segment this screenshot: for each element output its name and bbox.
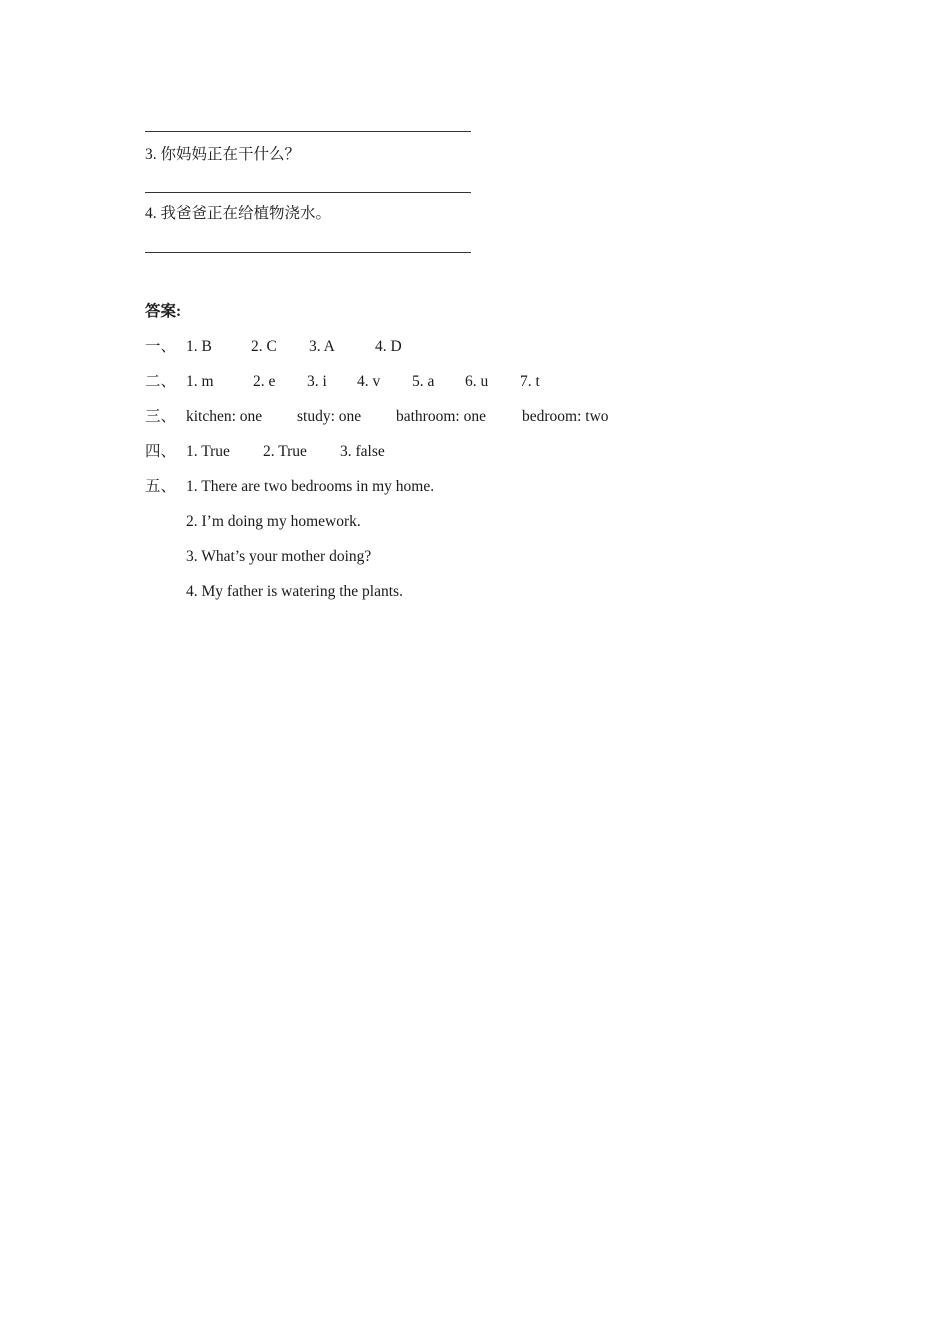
answer-item: 1. True [186, 443, 230, 460]
answer-item: 3. A [309, 338, 335, 355]
question-3: 3. 你妈妈正在干什么？ [145, 146, 301, 163]
answer-item: kitchen: one [186, 408, 263, 425]
section-2-label: 二、 [145, 373, 177, 390]
answer-line [145, 192, 471, 193]
section-3-label: 三、 [145, 408, 177, 425]
answer-item: 7. t [520, 373, 540, 390]
answer-line [145, 131, 471, 132]
answer-item: bedroom: two [522, 408, 609, 425]
answer-item: 5. a [412, 373, 435, 390]
answer-item: 6. u [465, 373, 489, 390]
section-5-label: 五、 [145, 478, 177, 495]
answer-sentence: 1. There are two bedrooms in my home. [186, 478, 435, 495]
answer-item: 1. B [186, 338, 212, 355]
answer-item: 1. m [186, 373, 214, 390]
answer-item: bathroom: one [396, 408, 486, 425]
section-1-label: 一、 [145, 338, 177, 355]
answer-item: study: one [297, 408, 362, 425]
answer-item: 2. True [263, 443, 307, 460]
answer-item: 2. e [253, 373, 276, 390]
answer-item: 4. D [375, 338, 402, 355]
answer-item: 3. i [307, 373, 327, 390]
answer-sentence: 2. I’m doing my homework. [186, 513, 361, 530]
section-4-label: 四、 [145, 443, 177, 460]
answer-item: 4. v [357, 373, 381, 390]
answer-line [145, 252, 471, 253]
answer-item: 3. false [340, 443, 385, 460]
answer-sentence: 4. My father is watering the plants. [186, 583, 403, 600]
answers-heading: 答案: [145, 303, 182, 320]
answer-item: 2. C [251, 338, 277, 355]
answer-sentence: 3. What’s your mother doing? [186, 548, 372, 565]
question-4: 4. 我爸爸正在给植物浇水。 [145, 205, 332, 222]
